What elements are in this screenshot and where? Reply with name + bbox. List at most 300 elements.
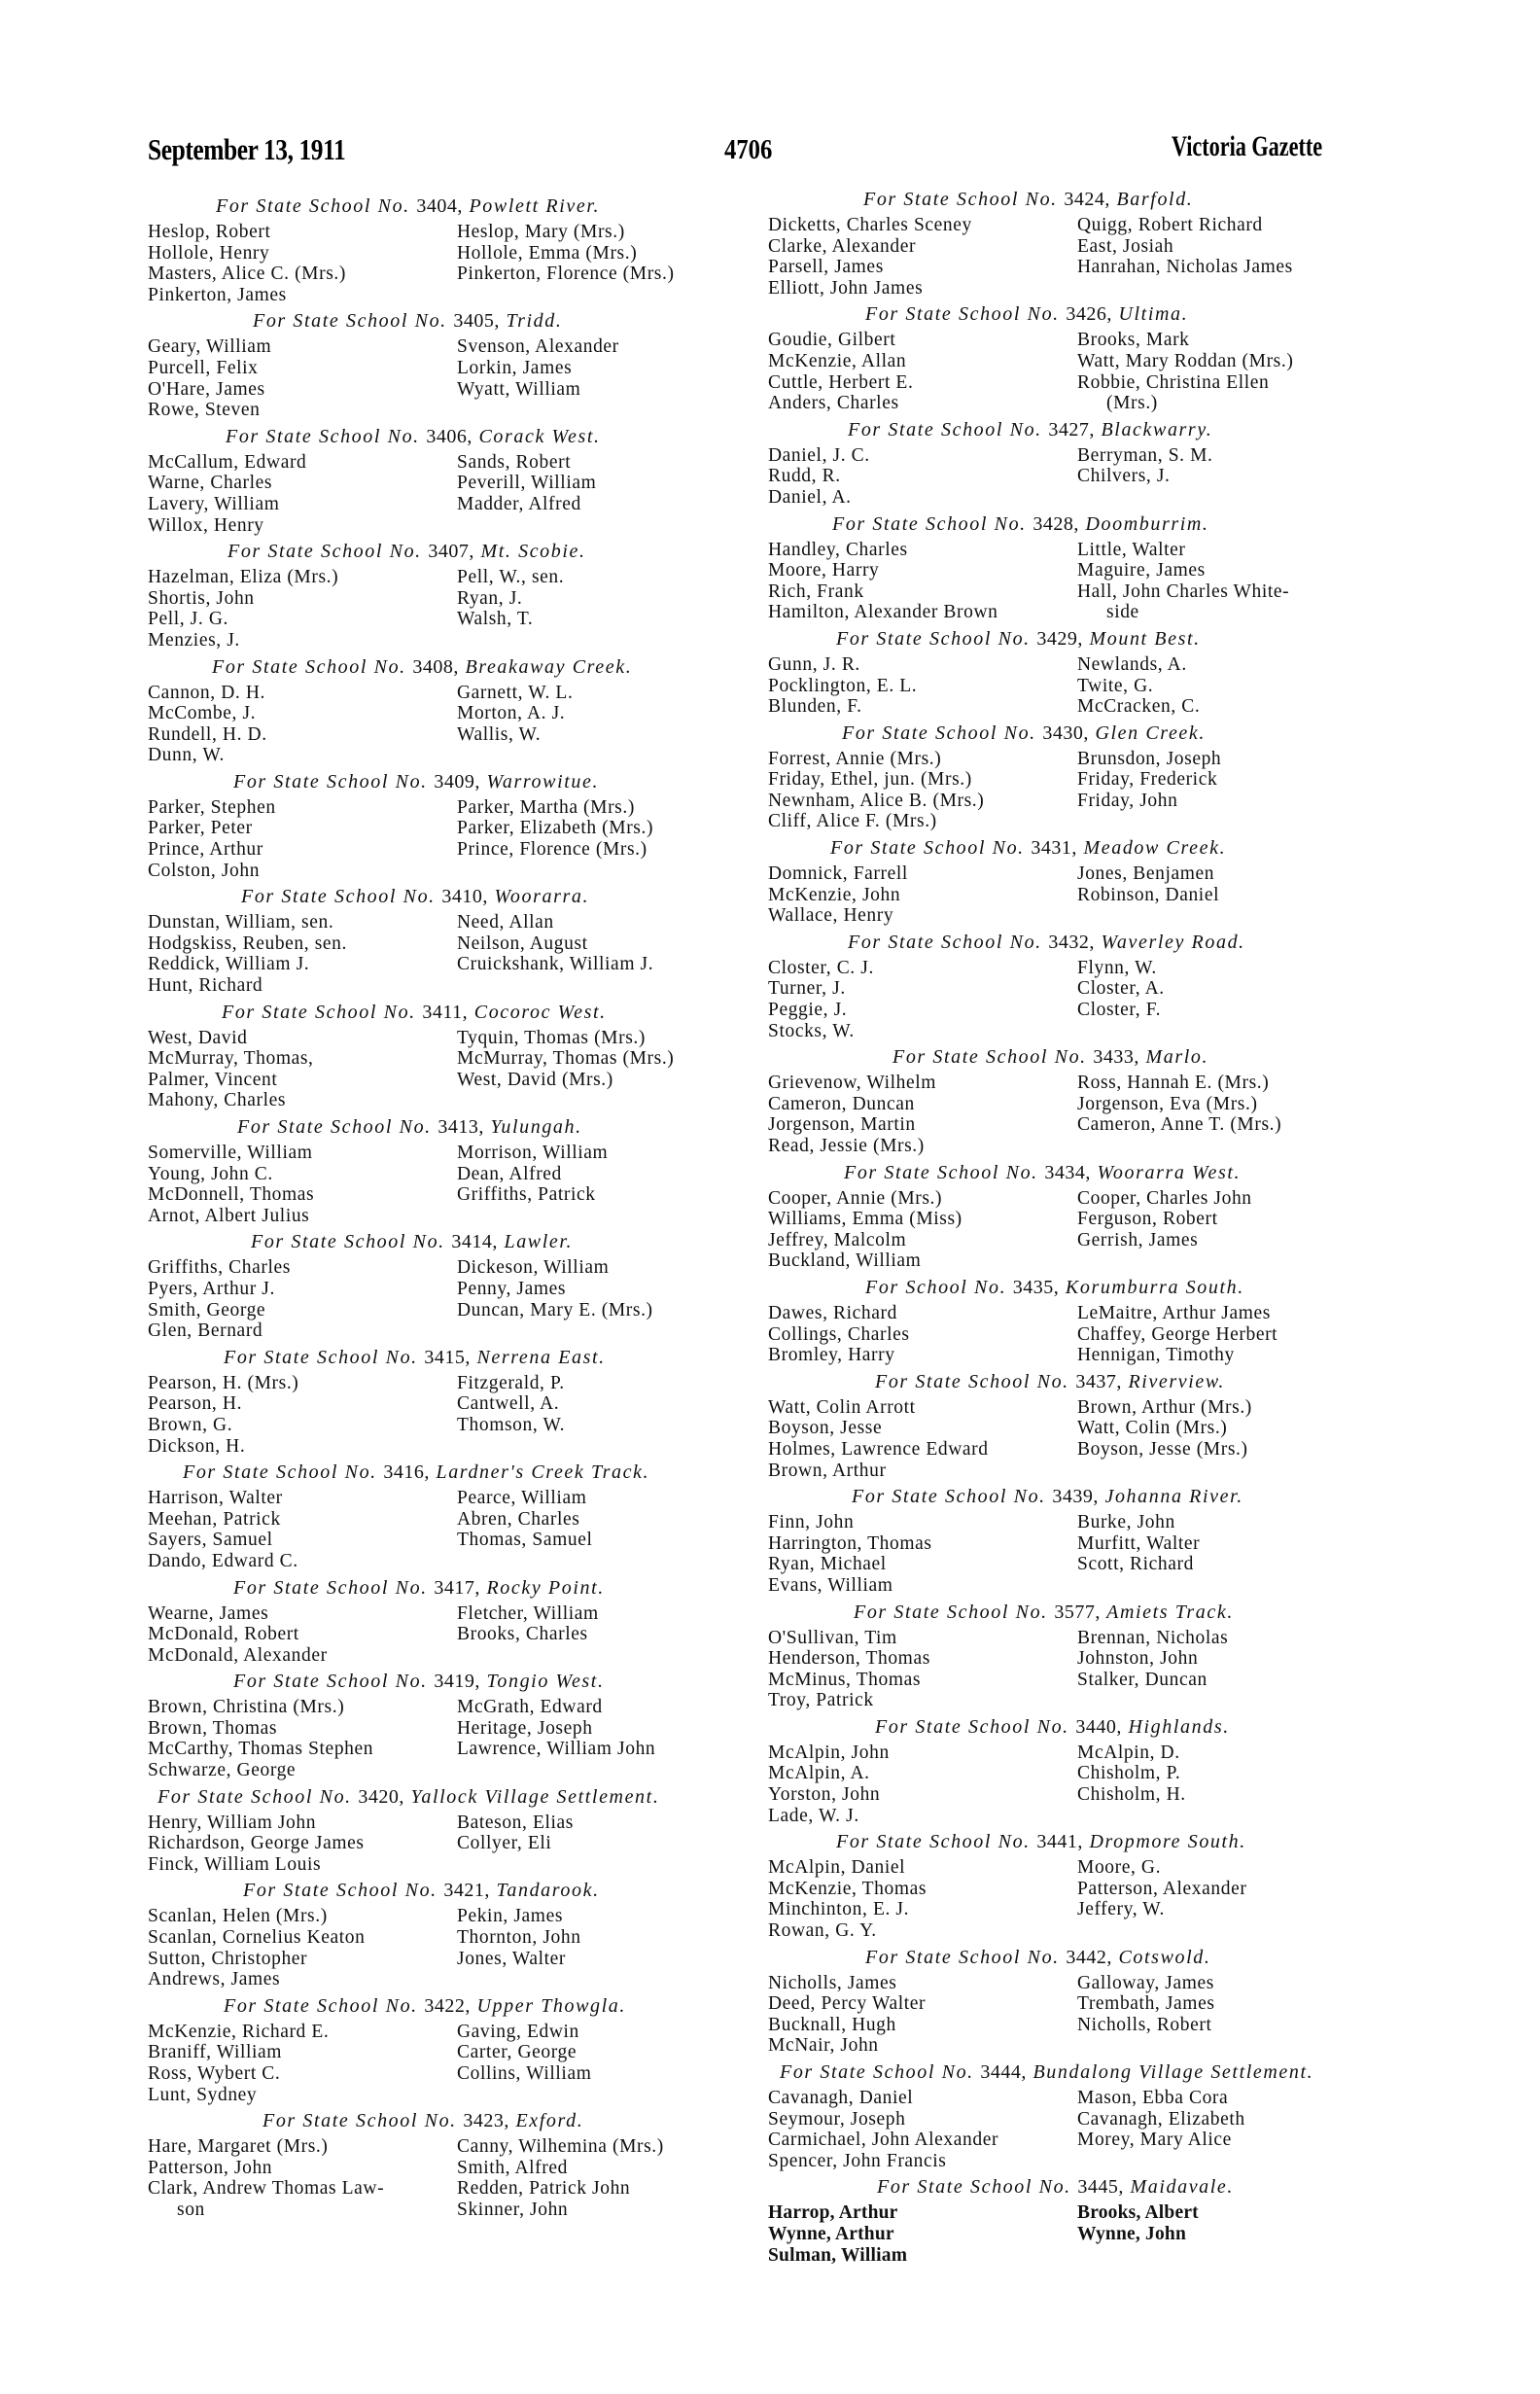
school-heading-prefix: For State School No. [243,1880,438,1902]
school-heading [768,1942,1390,1973]
appointee-name: Wallis, W. [457,723,542,745]
appointee-name: Purcell, Felix [148,357,259,378]
name-list [768,330,1390,413]
appointee-name: Schwarze, George [148,1760,297,1781]
name-list [148,1603,770,1667]
appointee-name: Young, John C. [148,1163,273,1184]
school-place: Tandarook. [496,1880,600,1902]
appointee-name: McMinus, Thomas [768,1669,922,1690]
school-section [768,1942,1390,2057]
school-section [768,832,1390,927]
appointee-name: Colston, John [148,860,261,881]
empty-cell [457,285,778,306]
school-place: Johanna River. [1104,1486,1243,1508]
school-number: 3432, [1048,931,1095,953]
appointee-name: Boyson, Jesse (Mrs.) [1077,1438,1248,1460]
appointee-name: Cantwell, A. [457,1393,560,1415]
appointee-name: Menzies, J. [148,629,240,651]
school-section [148,421,770,536]
appointee-name: (Mrs.) [1106,393,1158,414]
empty-cell [457,1854,778,1876]
school-place: Powlett River. [469,195,601,217]
page-number: 4706 [724,134,773,165]
appointee-name: Thomson, W. [457,1414,566,1435]
appointee-name: McKenzie, John [768,884,901,905]
appointee-name: Heritage, Joseph [457,1717,593,1739]
school-number: 3439, [1052,1486,1099,1508]
appointee-name: Pearce, William [457,1488,587,1509]
appointee-name: Twite, G. [1077,675,1154,696]
appointee-name: Peggie, J. [768,1000,848,1021]
empty-cell [1077,1806,1398,1827]
appointee-name: Friday, Frederick [1077,769,1218,791]
school-number: 3422, [424,1994,471,2017]
appointee-name: Forrest, Annie (Mrs.) [768,748,942,769]
appointee-name: Redden, Patrick John [457,2178,631,2200]
school-heading-prefix: For State School No. [875,1370,1069,1392]
school-place: Dropmore South. [1089,1831,1246,1853]
appointee-name: Gunn, J. R. [768,653,860,675]
appointee-name: side [1106,602,1139,623]
appointee-name: McMurray, Thomas, [148,1048,314,1070]
appointee-name: Rundell, H. D. [148,723,267,745]
school-section [148,536,770,651]
appointee-name: Troy, Patrick [768,1690,874,1711]
school-heading [768,2057,1390,2088]
appointee-name: Ryan, J. [457,587,523,609]
name-list [768,1073,1390,1156]
appointee-name: Pearson, H. [148,1393,243,1415]
empty-cell [1077,1021,1398,1042]
appointee-name: Anders, Charles [768,393,899,414]
appointee-name: Smith, Alfred [457,2157,568,2178]
appointee-name: Rich, Frank [768,581,864,602]
school-section [768,2057,1390,2171]
appointee-name: Pell, J. G. [148,609,228,630]
school-heading [148,1111,770,1143]
appointee-name: Abren, Charles [457,1508,580,1530]
appointee-name: Lorkin, James [457,357,573,378]
appointee-name: Gerrish, James [1077,1229,1199,1250]
appointee-name: Collings, Charles [768,1323,910,1345]
appointee-name: Hollole, Emma (Mrs.) [457,242,638,264]
school-section [768,2171,1390,2266]
empty-cell [1077,1250,1398,1272]
appointee-name: Cuttle, Herbert E. [768,371,914,393]
name-list [148,1488,770,1571]
empty-cell [457,1645,778,1667]
school-heading [768,1157,1390,1188]
appointee-name: Jorgenson, Martin [768,1114,916,1136]
school-section [148,766,770,881]
name-list [768,2088,1390,2171]
appointee-name: Pinkerton, Florence (Mrs.) [457,264,675,285]
appointee-name: Scott, Richard [1077,1554,1194,1575]
appointee-name: Moore, G. [1077,1857,1162,1879]
school-section [148,2105,770,2220]
school-number: 3410, [441,886,488,908]
school-heading [148,1226,770,1257]
name-list [148,567,770,651]
school-heading [148,1342,770,1373]
school-number: 3441, [1036,1831,1083,1853]
name-list [148,683,770,766]
appointee-name: Brown, Arthur (Mrs.) [1077,1396,1252,1418]
appointee-name: Wynne, Arthur [768,2223,894,2244]
appointee-name: Meehan, Patrick [148,1508,281,1530]
school-place: Mount Best. [1089,627,1201,650]
school-number: 3405, [453,310,500,333]
appointee-name: Minchinton, E. J. [768,1899,910,1920]
appointee-name: Buckland, William [768,1250,922,1272]
school-place: Bundalong Village Settlement. [1032,2061,1314,2083]
school-number: 3444, [980,2061,1027,2083]
school-heading [768,1826,1390,1857]
appointee-name: Brown, Christina (Mrs.) [148,1697,345,1718]
school-section [768,509,1390,623]
empty-cell [457,1090,778,1111]
appointee-name: Friday, Ethel, jun. (Mrs.) [768,769,972,791]
appointee-name: Trembath, James [1077,1993,1215,2015]
appointee-name: Hollole, Henry [148,242,270,264]
appointee-name: Dawes, Richard [768,1302,897,1323]
school-place: Waverley Road. [1101,931,1245,953]
school-number: 3577, [1054,1601,1101,1623]
empty-cell [1077,1920,1398,1942]
name-list [768,445,1390,509]
school-heading-prefix: For State School No. [892,1046,1087,1069]
appointee-name: Heslop, Robert [148,222,271,242]
school-heading [148,766,770,797]
appointee-name: McMurray, Thomas (Mrs.) [457,1048,675,1070]
appointee-name: Boyson, Jesse [768,1418,883,1439]
appointee-name: Scanlan, Helen (Mrs.) [148,1906,328,1927]
name-list [148,1257,770,1341]
appointee-name: Burke, John [1077,1512,1175,1533]
empty-cell [457,745,778,766]
appointee-name: Sands, Robert [457,451,572,473]
school-heading [768,1272,1390,1303]
school-heading [768,184,1390,215]
school-section [148,1572,770,1667]
appointee-name: Sutton, Christopher [148,1948,308,1969]
school-heading-prefix: For State School No. [216,195,410,217]
appointee-name: Brooks, Albert [1077,2202,1199,2224]
appointee-name: Morey, Mary Alice [1077,2130,1232,2151]
name-list [768,749,1390,832]
empty-cell [1077,2035,1398,2057]
school-heading-prefix: For State School No. [233,770,428,792]
name-list [768,1857,1390,1941]
school-heading [148,305,770,336]
school-number: 3435, [1012,1276,1060,1298]
appointee-name: Cavanagh, Daniel [768,2088,914,2108]
appointee-name: West, David (Mrs.) [457,1069,613,1090]
name-list [768,1512,1390,1596]
appointee-name: Masters, Alice C. (Mrs.) [148,264,346,285]
appointee-name: Moore, Harry [768,560,880,581]
school-heading-prefix: For State School No. [251,1231,445,1253]
appointee-name: Pocklington, E. L. [768,675,918,696]
appointee-name: Ross, Hannah E. (Mrs.) [1077,1073,1270,1094]
appointee-name: Hamilton, Alexander Brown [768,602,998,623]
appointee-name: Dunstan, William, sen. [148,912,334,933]
appointee-name: Pearson, H. (Mrs.) [148,1372,299,1393]
appointee-name: Carter, George [457,2042,578,2063]
appointee-name: Dean, Alfred [457,1163,562,1184]
appointee-name: Brunsdon, Joseph [1077,748,1222,769]
appointee-name: Patterson, John [148,2157,273,2178]
appointee-name: Svenson, Alexander [457,336,619,358]
school-number: 3440, [1075,1715,1122,1738]
appointee-name: Prince, Florence (Mrs.) [457,839,648,861]
appointee-name: Spencer, John Francis [768,2150,947,2171]
name-list [768,540,1390,623]
school-heading [768,1366,1390,1397]
school-heading-prefix: For State School No. [844,1161,1038,1183]
school-heading [148,536,770,567]
appointee-name: Duncan, Mary E. (Mrs.) [457,1299,653,1320]
appointee-name: Brooks, Mark [1077,330,1190,351]
appointee-name: Chisholm, P. [1077,1763,1181,1784]
school-section [148,191,770,305]
empty-cell [1077,1575,1398,1597]
appointee-name: Chilvers, J. [1077,466,1171,487]
school-heading-prefix: For State School No. [780,2061,974,2083]
school-number: 3420, [358,1785,404,1808]
appointee-name: LeMaitre, Arthur James [1077,1302,1271,1323]
school-place: Tridd. [506,310,563,333]
appointee-name: Friday, John [1077,790,1178,811]
school-place: Upper Thowgla. [476,1994,627,2017]
school-heading [768,1711,1390,1743]
appointee-name: Scanlan, Cornelius Keaton [148,1927,366,1949]
school-heading-prefix: For State School No. [233,1671,428,1693]
empty-cell [457,1551,778,1572]
appointee-name: McCallum, Edward [148,451,307,473]
appointee-name: Brown, Arthur [768,1460,887,1481]
school-section [148,1342,770,1457]
school-place: Doomburrim. [1085,512,1209,535]
appointee-name: Rowan, G. Y. [768,1920,877,1942]
school-section [768,1157,1390,1272]
appointee-name: Parker, Martha (Mrs.) [457,796,635,818]
appointee-name: Geary, William [148,336,272,358]
school-section [148,1875,770,1989]
name-list [148,1373,770,1457]
school-place: Tongio West. [486,1671,605,1693]
school-number: 3429, [1036,627,1083,650]
school-heading-prefix: For State School No. [253,310,447,333]
appointee-name: Sulman, William [768,2244,908,2266]
appointee-name: Hennigan, Timothy [1077,1345,1235,1366]
appointee-name: Thornton, John [457,1927,581,1949]
school-number: 3409, [434,770,480,792]
appointee-name: Fletcher, William [457,1602,599,1624]
appointee-name: Seymour, Joseph [768,2108,906,2130]
appointee-name: Fitzgerald, P. [457,1372,565,1393]
appointee-name: Jeffrey, Malcolm [768,1229,907,1250]
appointee-name: Clark, Andrew Thomas Law- [148,2178,385,2200]
appointee-name: Chisholm, H. [1077,1784,1186,1806]
appointee-name: Jones, Benjamen [1077,863,1215,885]
appointee-name: Mahony, Charles [148,1090,287,1111]
appointee-name: Maguire, James [1077,560,1206,581]
appointee-name: Jorgenson, Eva (Mrs.) [1077,1093,1258,1114]
appointee-name: Robinson, Daniel [1077,884,1220,905]
school-heading [148,1781,770,1813]
appointee-name: Reddick, William J. [148,954,310,975]
appointee-name: Pinkerton, James [148,284,287,305]
empty-cell [1077,1690,1398,1711]
appointee-name: Need, Allan [457,912,554,933]
appointee-name: Grievenow, Wilhelm [768,1073,937,1094]
school-section [148,305,770,420]
appointee-name: McKenzie, Thomas [768,1878,928,1899]
appointee-name: Galloway, James [1077,1972,1214,1993]
school-heading-prefix: For State School No. [212,655,406,678]
school-heading-prefix: For State School No. [854,1601,1048,1623]
school-heading-prefix: For State School No. [863,189,1058,210]
appointee-name: Sayers, Samuel [148,1530,273,1551]
school-section [768,1041,1390,1156]
appointee-name: McAlpin, Daniel [768,1857,906,1879]
appointee-name: Finck, William Louis [148,1853,322,1875]
name-list [148,2022,770,2105]
appointee-name: East, Josiah [1077,235,1174,257]
school-heading-prefix: For State School No. [233,1576,428,1599]
appointee-name: McDonnell, Thomas [148,1184,315,1206]
empty-cell [457,1760,778,1781]
appointee-name: Jones, Walter [457,1948,567,1969]
school-heading-prefix: For State School No. [865,1946,1060,1968]
appointee-name: Bucknall, Hugh [768,2014,896,2035]
appointee-name: Walsh, T. [457,609,534,630]
appointee-name: Peverill, William [457,473,597,494]
school-place: Exford. [515,2110,584,2132]
appointee-name: McAlpin, John [768,1742,890,1763]
school-place: Woorarra. [494,886,590,908]
name-list [148,1697,770,1780]
empty-cell [1077,487,1398,509]
appointee-name: Cruickshank, William J. [457,954,654,975]
appointee-name: Cooper, Annie (Mrs.) [768,1187,943,1209]
empty-cell [457,1969,778,1990]
school-heading [768,718,1390,749]
appointee-name: Chaffey, George Herbert [1077,1323,1278,1345]
appointee-name: McAlpin, D. [1077,1742,1180,1763]
school-heading [148,997,770,1028]
school-section [768,1711,1390,1826]
appointee-name: Tyquin, Thomas (Mrs.) [457,1027,646,1048]
appointee-name: Bromley, Harry [768,1345,895,1366]
school-heading-prefix: For State School No. [224,1994,418,2017]
empty-cell [1077,905,1398,927]
school-heading-prefix: For State School No. [836,1831,1031,1853]
appointee-name: Lawrence, William John [457,1739,656,1760]
school-heading [148,881,770,912]
empty-cell [1077,1136,1398,1157]
appointee-name: Gaving, Edwin [457,2021,579,2042]
appointee-name: Williams, Emma (Miss) [768,1209,962,1230]
school-section [768,623,1390,718]
school-heading-prefix: For State School No. [262,2110,457,2132]
appointee-name: Parsell, James [768,257,884,278]
appointee-name: McGrath, Edward [457,1697,603,1718]
school-number: 3428, [1032,512,1079,535]
appointee-name: Andrews, James [148,1969,281,1990]
appointee-name: Canny, Wilhemina (Mrs.) [457,2136,664,2158]
appointee-name: Lunt, Sydney [148,2084,258,2105]
school-place: Marlo. [1145,1046,1209,1069]
appointee-name: Newlands, A. [1077,653,1187,675]
appointee-name: Warne, Charles [148,473,273,494]
school-section [148,1226,770,1341]
appointee-name: Pell, W., sen. [457,567,565,588]
appointee-name: Patterson, Alexander [1077,1878,1247,1899]
appointee-name: Quigg, Robert Richard [1077,215,1263,235]
name-list [148,1143,770,1226]
appointee-name: Garnett, W. L. [457,682,574,703]
school-number: 3419, [434,1671,480,1693]
school-number: 3433, [1093,1046,1139,1069]
appointee-name: Griffiths, Patrick [457,1184,596,1206]
appointee-name: McAlpin, A. [768,1763,870,1784]
school-place: Blackwarry. [1101,418,1213,440]
appointee-name: Watt, Colin (Mrs.) [1077,1418,1228,1439]
school-number: 3406, [426,425,472,447]
appointee-name: Lavery, William [148,493,280,514]
school-section [148,651,770,766]
appointee-name: Hazelman, Eliza (Mrs.) [148,567,339,588]
name-list [768,1188,1390,1272]
appointee-name: O'Hare, James [148,378,265,400]
school-heading-prefix: For State School No. [830,837,1025,860]
appointee-name: Harrington, Thomas [768,1532,932,1554]
appointee-name: McNair, John [768,2035,879,2057]
appointee-name: McDonald, Alexander [148,1644,328,1666]
appointee-name: Shortis, John [148,587,255,609]
left-column [148,191,770,2221]
school-section [148,1781,770,1876]
appointee-name: Brennan, Nicholas [1077,1627,1229,1648]
appointee-name: Harrop, Arthur [768,2202,898,2224]
right-column [768,184,1390,2266]
school-place: Mt. Scobie. [480,541,586,563]
school-place: Cocoroc West. [473,1001,607,1023]
appointee-name: Hanrahan, Nicholas James [1077,257,1293,278]
name-list [148,2136,770,2220]
school-section [768,299,1390,413]
appointee-name: Ferguson, Robert [1077,1209,1218,1230]
appointee-name: Rowe, Steven [148,400,261,421]
appointee-name: Newnham, Alice B. (Mrs.) [768,790,985,811]
appointee-name: Closter, A. [1077,978,1165,1000]
school-heading [148,651,770,683]
school-number: 3416, [383,1461,430,1484]
school-section [148,1457,770,1571]
school-number: 3417, [434,1576,480,1599]
name-list [768,215,1390,299]
appointee-name: O'Sullivan, Tim [768,1627,897,1648]
appointee-name: Parker, Peter [148,818,253,839]
school-number: 3423, [463,2110,509,2132]
school-heading [768,414,1390,445]
empty-cell [1077,811,1398,832]
name-list [768,1397,1390,1481]
empty-cell [457,1206,778,1227]
school-heading [768,509,1390,540]
